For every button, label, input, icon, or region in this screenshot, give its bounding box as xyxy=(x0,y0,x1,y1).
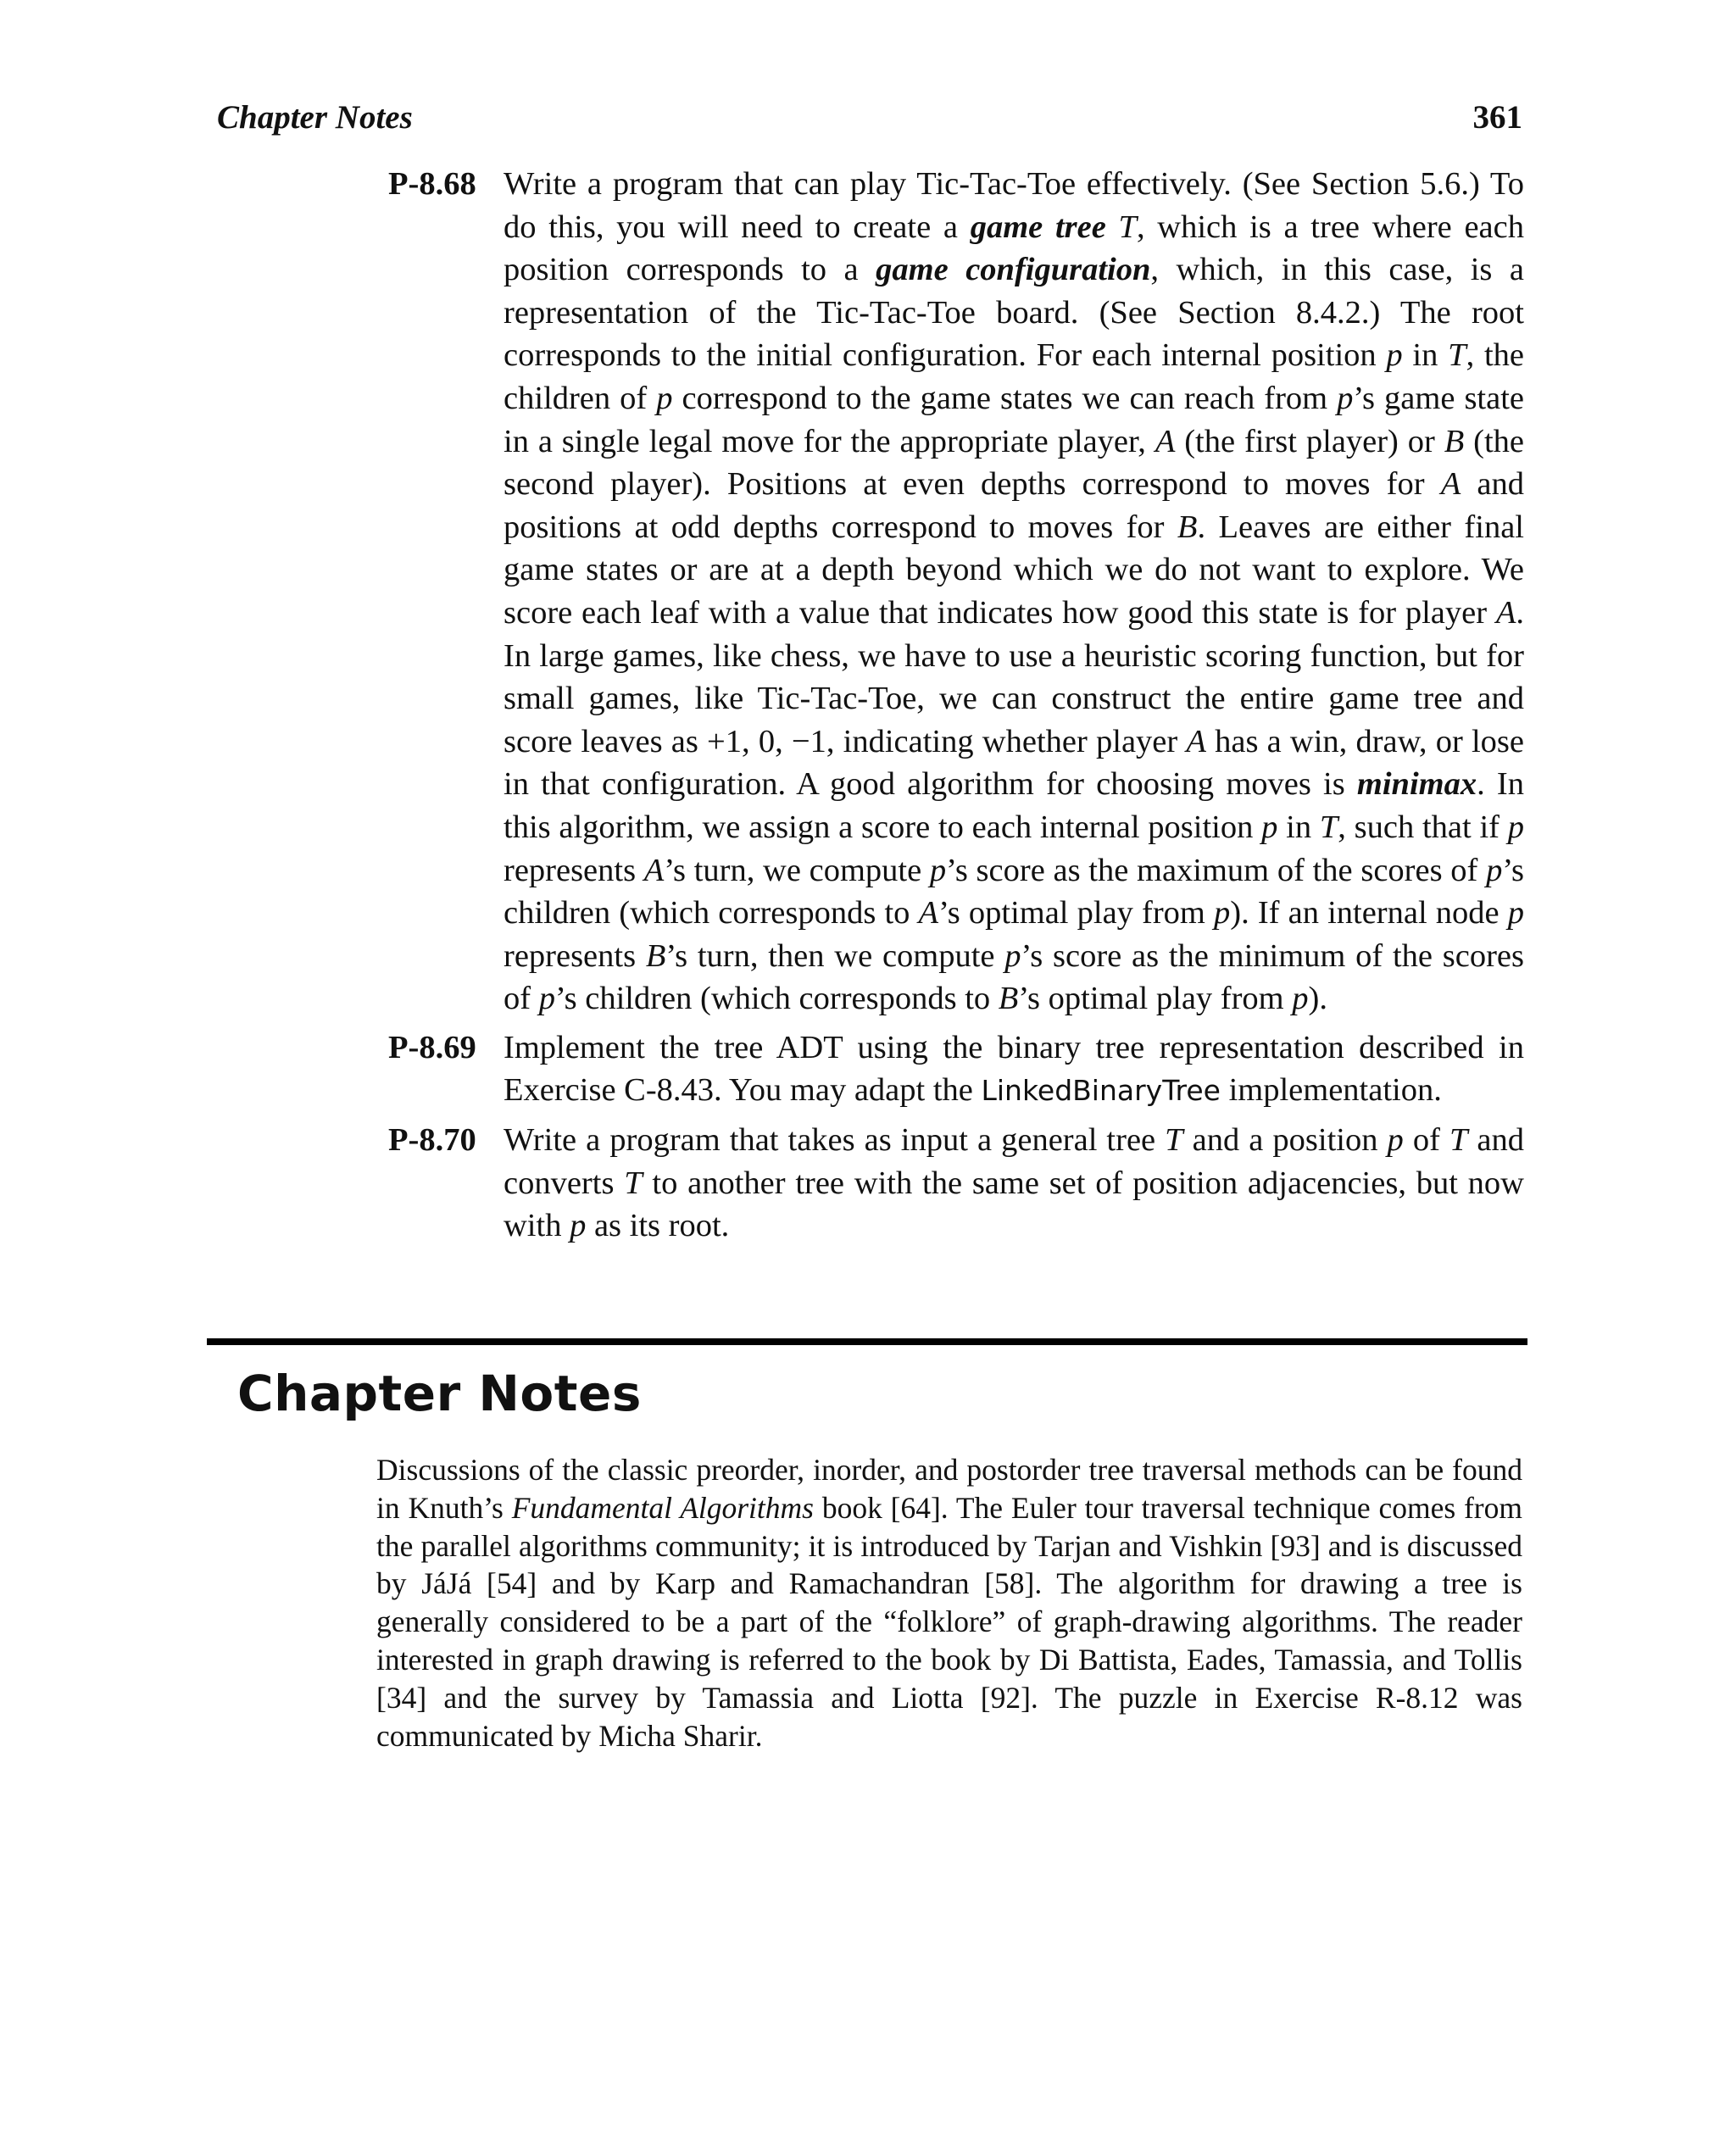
section-divider xyxy=(207,1338,1527,1345)
problem-id: P-8.70 xyxy=(388,1122,476,1159)
term-minimax: minimax xyxy=(1356,766,1477,803)
problem-text: Implement the tree ADT using the binary tree representation described in Exercise C-8.43. You may adapt the LinkedBinaryTree implementation. xyxy=(504,1029,1524,1109)
problem-text: Write a program that can play Tic-Tac-Toe effectively. (See Section 5.6.) To do this, you will need to create a game tree T, which is a tree where each position corresponds to a game configuration, which, in this case, is a representation of the Tic-Tac-Toe board. (See Section 8.4.2.) The root corresponds to the initial configuration. For each internal position p in T, the children of p correspond to the game states we can reach from p’s game state in a single legal move for the appropriate player, A (the first player) or B (the second player). Positions at even depths correspond to moves for A and positions at odd depths correspond to moves for B. Leaves are either final game states or are at a depth beyond which we do not want to explore. We score each leaf with a value that indicates how good this state is for player A. In large games, like chess, we have to use a heuristic scoring function, but for small games, like Tic-Tac-Toe, we can construct the entire game tree and score leaves as +1, 0, −1, indicating whether player A has a win, draw, or lose in that configuration. A good algorithm for choosing moves is minimax. In this algorithm, we assign a score to each internal position p in T, such that if p represents A’s turn, we compute p’s score as the maximum of the scores of p’s children (which corresponds to A’s optimal play from p). If an internal node p represents B’s turn, then we compute p’s score as the minimum of the scores of p’s children (which corresponds to B’s optimal play from p). xyxy=(504,166,1524,1017)
problem-id: P-8.68 xyxy=(388,166,476,202)
term-game-configuration: game configuration xyxy=(876,252,1151,288)
problem-text: Write a program that takes as input a general tree T and a position p of T and converts T to another tree with the same set of position adjacencies, but now with p as its root. xyxy=(504,1122,1525,1244)
problem-id: P-8.69 xyxy=(388,1029,476,1065)
problem-p-8-69 xyxy=(388,1026,1524,1113)
problem-p-8-70 xyxy=(388,1119,1524,1248)
section-heading: Chapter Notes xyxy=(237,1365,642,1422)
book-title: Fundamental Algorithms xyxy=(511,1490,814,1525)
chapter-notes-paragraph: Discussions of the classic preorder, inorder, and postorder tree traversal methods can be found in Knuth’s Fundamental Algorithms book [64]. The Euler tour traversal technique comes from the parallel algorithms community; it is introduced by Tarjan and Vishkin [93] and is discussed by JáJá [54] and by Karp and Ramachandran [58]. The algorithm for drawing a tree is generally considered to be a part of the “folklore” of graph-drawing algorithms. The reader interested in graph drawing is referred to the book by Di Battista, Eades, Tamassia, and Tollis [34] and the survey by Tamassia and Liotta [92]. The puzzle in Exercise R-8.12 was communicated by Micha Sharir. xyxy=(376,1453,1522,1753)
problem-list xyxy=(388,163,1524,1254)
running-title: Chapter Notes xyxy=(217,99,413,136)
problem-p-8-68 xyxy=(388,163,1524,1020)
code-class-name: LinkedBinaryTree xyxy=(981,1074,1221,1108)
running-head xyxy=(217,98,1522,149)
page-number: 361 xyxy=(1472,99,1522,136)
term-game-tree: game tree xyxy=(970,209,1106,245)
